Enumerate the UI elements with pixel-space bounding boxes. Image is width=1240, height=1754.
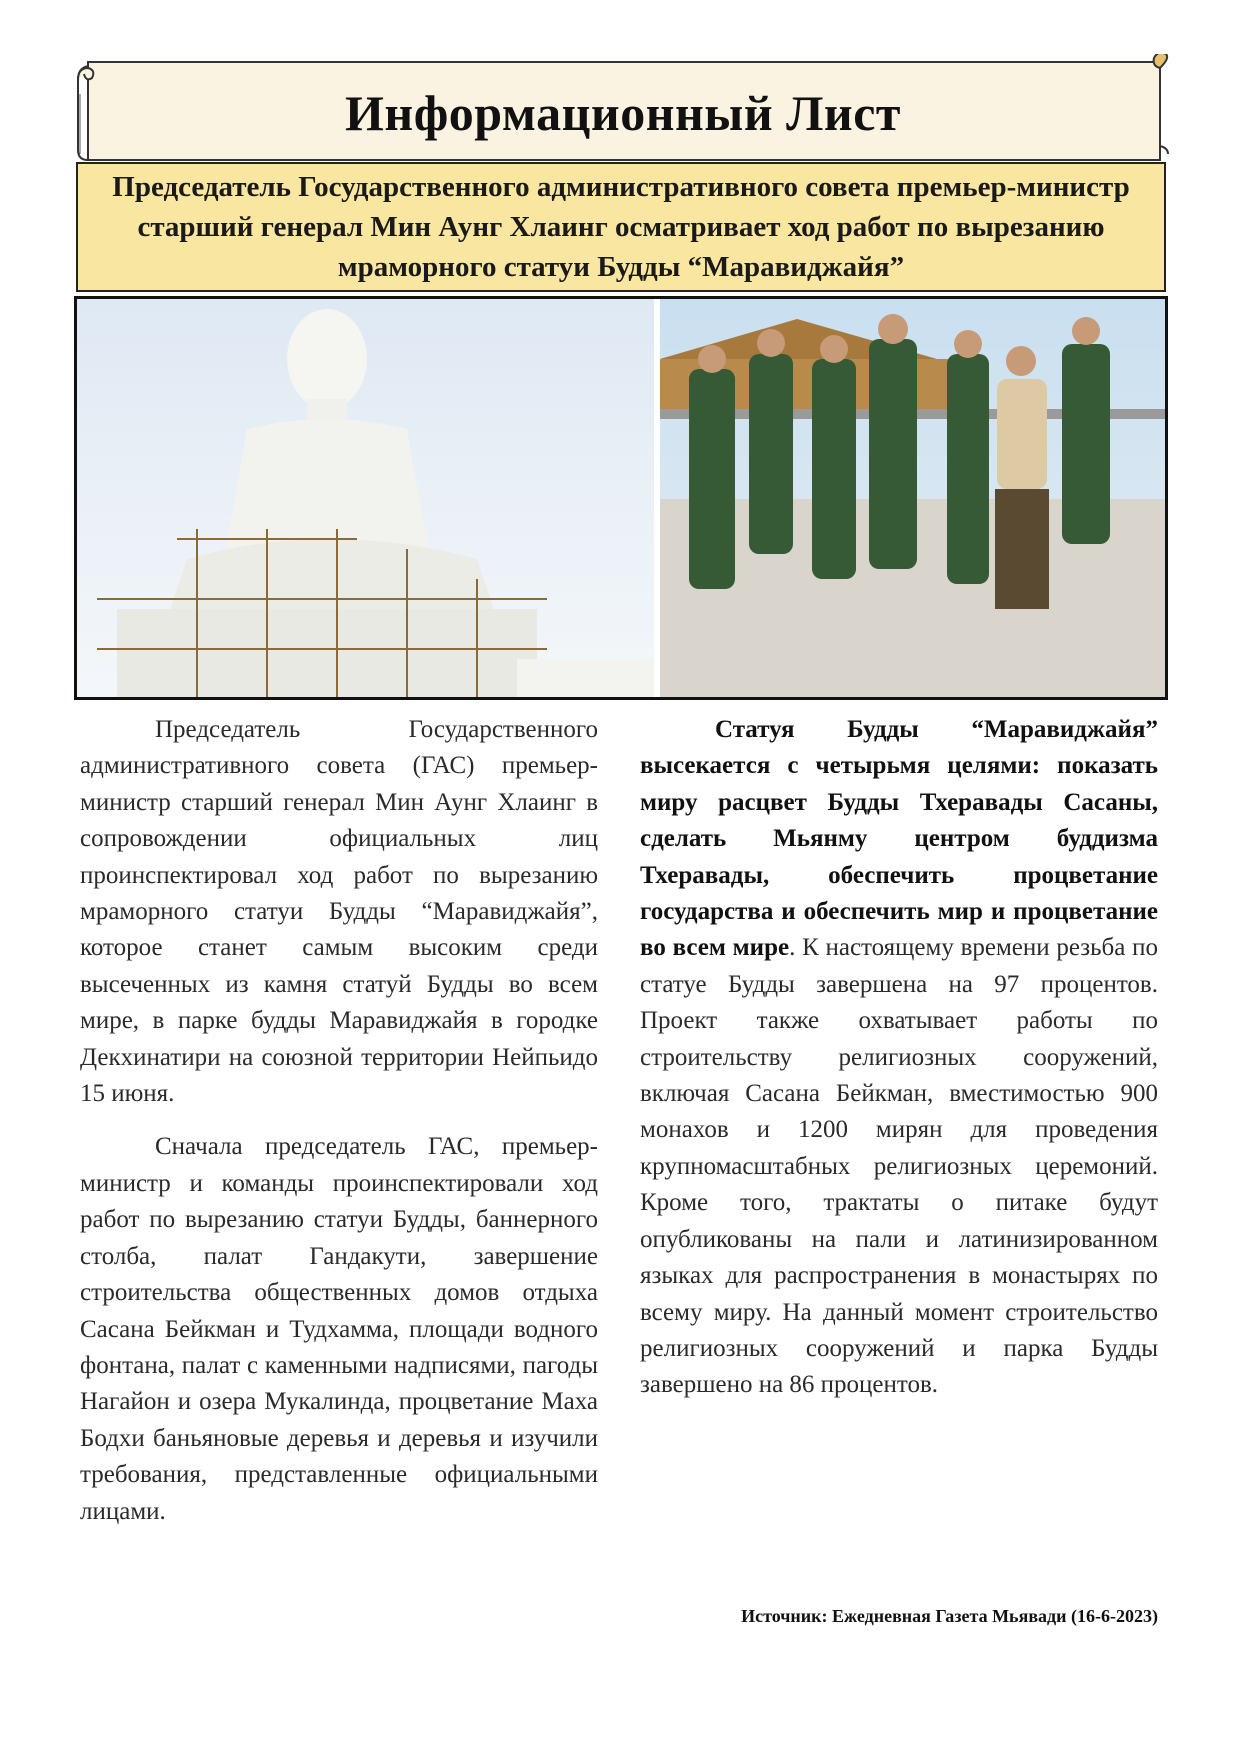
officials-inspection-photo [660, 299, 1165, 697]
source-credit: Источник: Ежедневная Газета Мьявади (16-6-2023) [741, 1606, 1158, 1626]
marble-buddha-statue-photo [77, 299, 654, 697]
page-title: Информационный Лист [345, 85, 901, 141]
article-paragraph [640, 712, 1158, 1404]
article-paragraph: Председатель Государственного административного совета (ГАС) премьер-министр старший генерал Мин Аунг Хлаинг в сопровождении официальных лиц проинспектировал ход работ по вырезанию мраморного статуи Будды “Маравиджайя”, которое станет самым высоким среди высеченных из камня статуй Будды во всем мире, в парке будды Маравиджайя в городке Декхинатири на союзной территории Нейпьидо 15 июня. [80, 716, 598, 1108]
headline-box [76, 162, 1166, 292]
article-paragraph: Сначала председатель ГАС, премьер-министр и команды проинспектировали ход работ по вырезанию статуи Будды, баннерного столба, палат Гандакути, завершение строительства общественных домов отдыха Сасана Бейкман и Тудхамма, площади водного фонтана, палат с каменными надписями, пагоды Нагайон и озера Мукалинда, процветание Маха Бодхи баньяновые деревья и деревья и изучили требования, представленные официальными лицами. [80, 1133, 598, 1525]
article-text: . К настоящему времени резьба по статуе Будды завершена на 97 процентов. Проект также охватывает работы по строительству религиозных сооружений, включая Сасана Бейкман, вместимостью 900 монахов и 1200 мирян для проведения крупномасштабных религиозных церемоний. Кроме того, трактаты о питаке будут опубликованы на пали и латинизированном языках для распространения в монастырях по всему миру. На данный момент строительство религиозных сооружений и парка Будды завершено на 86 процентов. [640, 934, 1158, 1399]
photo-strip [74, 296, 1168, 700]
article-right-column [640, 712, 1158, 1404]
article-bold-lead: Статуя Будды “Маравиджайя” высекается с четырьмя целями: показать миру расцвет Будды Тхеравады Сасаны, сделать Мьянму центром буддизма Тхеравады, обеспечить процветание государства и обеспечить мир и процветание во всем мире [640, 716, 1158, 962]
article-left-column [80, 712, 598, 1530]
title-scroll-banner [74, 54, 1172, 162]
headline-text: Председатель Государственного административного совета премьер-министр старший генерал Мин Аунг Хлаинг осматривает ход работ по вырезанию мраморного статуи Будды “Маравиджайя” [112, 171, 1130, 283]
photo-strip-graphic [77, 299, 1165, 697]
